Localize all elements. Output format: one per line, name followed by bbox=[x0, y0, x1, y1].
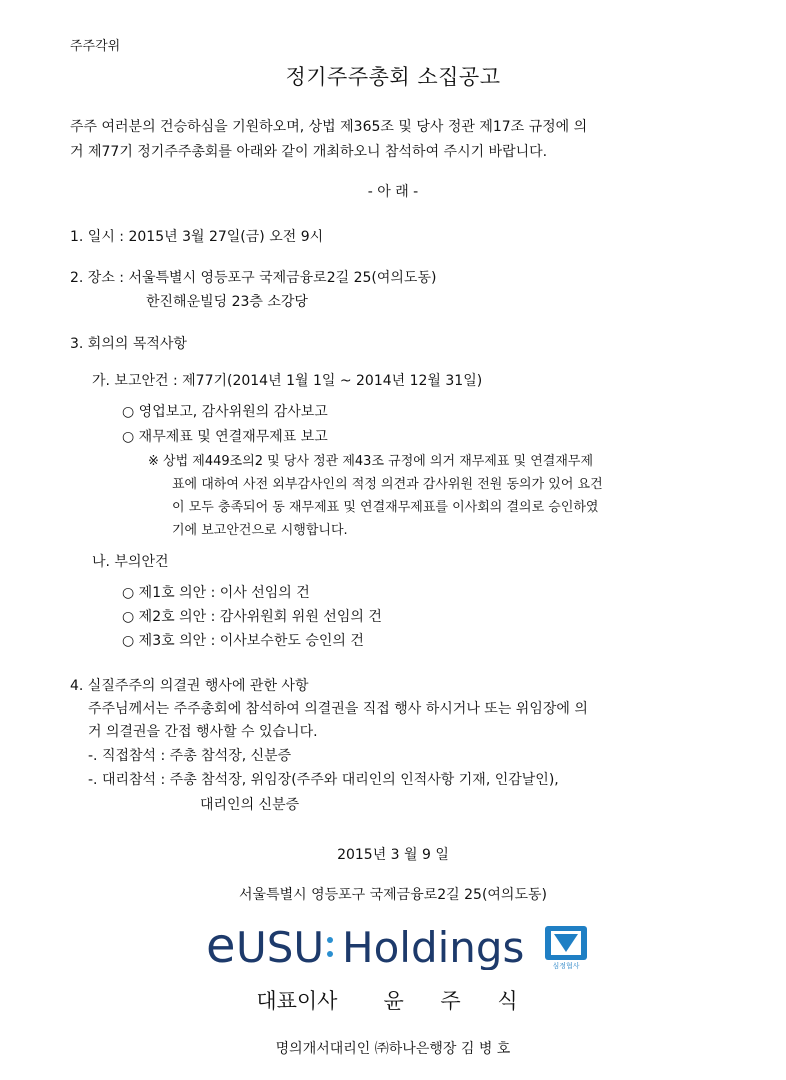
item-3-na-item: ○ 제1호 의안 : 이사 선임의 건 bbox=[122, 585, 310, 601]
item-2-place-line-1: 2. 장소 : 서울특별시 영등포구 국제금융로2길 25(여의도동) bbox=[70, 270, 437, 286]
item-4-proxy-1: -. 대리참석 : 주총 참석장, 위임장(주주와 대리인의 인적사항 기재, 인감날인), bbox=[88, 772, 559, 788]
note-line-3: 이 모두 충족되어 동 재무제표 및 연결재무제표를 이사회의 결의로 승인하였 bbox=[172, 500, 599, 515]
seal-text: 심정협사 bbox=[552, 962, 580, 970]
item-4-proxy-2: 대리인의 신분증 bbox=[200, 797, 300, 813]
logo-dot-bottom bbox=[327, 951, 333, 957]
logo-e: e bbox=[206, 922, 236, 970]
logo-usu: USU bbox=[236, 923, 325, 970]
item-3-na-item: ○ 제3호 의안 : 이사보수한도 승인의 건 bbox=[122, 633, 364, 649]
header-label: 주주각위 bbox=[70, 39, 121, 54]
intro-line-1: 주주 여러분의 건승하심을 기원하오며, 상법 제365조 및 당사 정관 제17조 규정에 의 bbox=[70, 119, 588, 135]
note-line-1: ※ 상법 제449조의2 및 당사 정관 제43조 규정에 의거 재무제표 및 연결재무제 bbox=[148, 454, 594, 469]
company-address: 서울특별시 영등포구 국제금융로2길 25(여의도동) bbox=[239, 887, 547, 903]
logo-holdings: Holdings bbox=[342, 923, 525, 970]
item-3-ga-item: ○ 영업보고, 감사위원의 감사보고 bbox=[122, 404, 328, 420]
item-4-body-2: 거 의결권을 간접 행사할 수 있습니다. bbox=[88, 724, 318, 740]
page-title: 정기주주총회 소집공고 bbox=[285, 65, 501, 89]
item-4-heading: 4. 실질주주의 의결권 행사에 관한 사항 bbox=[70, 678, 309, 694]
note-line-2: 표에 대하여 사전 외부감사인의 적정 의견과 감사위원 전원 동의가 있어 요건 bbox=[172, 477, 603, 492]
item-1-datetime: 1. 일시 : 2015년 3월 27일(금) 오전 9시 bbox=[70, 229, 324, 245]
notice-date: 2015년 3 월 9 일 bbox=[337, 847, 449, 863]
item-3-ga: 가. 보고안건 : 제77기(2014년 1월 1일 ~ 2014년 12월 31일) bbox=[92, 373, 483, 389]
item-2-place-line-2: 한진해운빌딩 23층 소강당 bbox=[146, 294, 308, 310]
item-3-na: 나. 부의안건 bbox=[92, 554, 169, 570]
item-4-direct: -. 직접참석 : 주총 참석장, 신분증 bbox=[88, 748, 292, 764]
ceo-name: 윤 주 식 bbox=[383, 989, 530, 1013]
registrar: 명의개서대리인 ㈜하나은행장 김 병 호 bbox=[275, 1041, 511, 1057]
logo-dot-top bbox=[327, 937, 333, 943]
note-line-4: 기에 보고안건으로 시행합니다. bbox=[172, 523, 348, 538]
company-seal-icon bbox=[543, 924, 589, 970]
item-3-heading: 3. 회의의 목적사항 bbox=[70, 336, 187, 352]
below-label: - 아 래 - bbox=[367, 184, 419, 200]
item-4-body-1: 주주님께서는 주주총회에 참석하여 의결권을 직접 행사 하시거나 또는 위임장에 의 bbox=[88, 701, 588, 717]
company-logo bbox=[206, 922, 592, 970]
item-3-ga-item: ○ 재무제표 및 연결재무제표 보고 bbox=[122, 429, 328, 445]
intro-line-2: 거 제77기 정기주주총회를 아래와 같이 개최하오니 참석하여 주시기 바랍니다. bbox=[70, 144, 548, 160]
ceo-title: 대표이사 bbox=[256, 989, 338, 1013]
ceo-line bbox=[0, 988, 786, 1014]
item-3-na-item: ○ 제2호 의안 : 감사위원회 위원 선임의 건 bbox=[122, 609, 382, 625]
